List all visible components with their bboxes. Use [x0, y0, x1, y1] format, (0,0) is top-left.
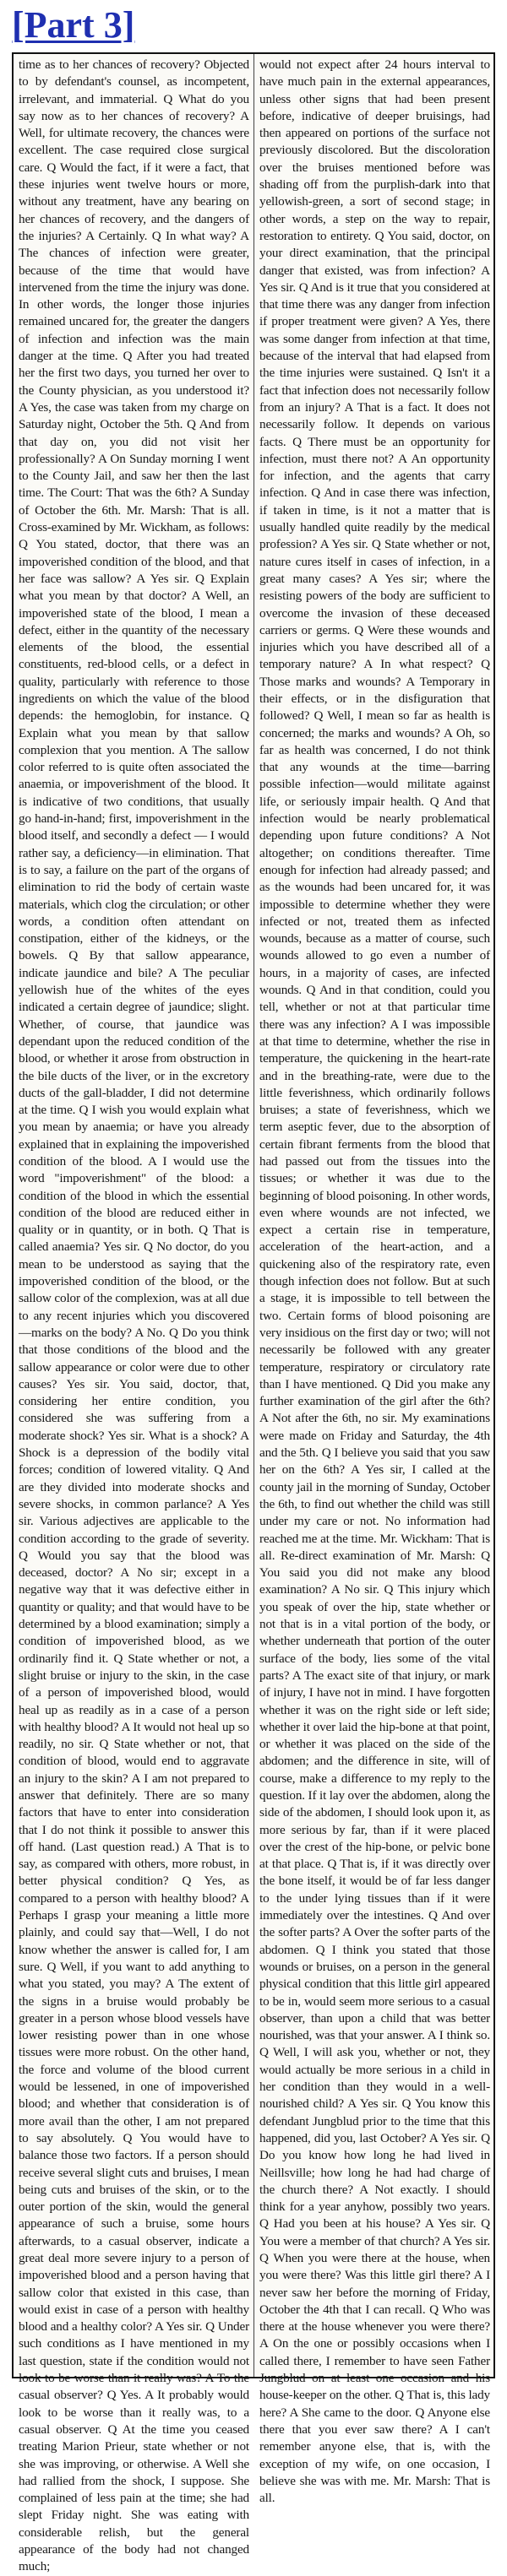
page-header	[0, 0, 507, 49]
right-column	[259, 57, 490, 2506]
newspaper-page	[12, 52, 495, 2574]
left-column-text: time as to her chances of recovery? Objected to by defendant's counsel, as incompetent, irrelevant, and immaterial. Q What do you say now as to her chances of recovery? A Well, for ultimate recovery, the chances were excellent. The case required close surgical care. Q Would the fact, if it were a fact, that these injuries went twelve hours or more, without any treatment, have any bearing on her chances of recovery, and the dangers of the injuries? A Certainly. Q In what way? A The chances of infection were greater, because of the time that would have intervened from the time the injury was done. In other words, the longer those injuries remained uncared for, the greater the dangers of infection and infection was the main danger at the time. Q After you had treated her the first two days, you turned her over to the County physician, as you understood it? A Yes, the case was taken from my charge on Saturday night, October the 5th. Q And from that day on, you did not visit her professionally? A On Sunday morning I went to the County Jail, and saw her then the last time. The Court: That was the 6th? A Sunday of October the 6th. Mr. Marsh: That is all. Cross-examined by Mr. Wickham, as follows: Q You stated, doctor, that there was an impoverished condition of the blood, and that her face was sallow? A Yes sir. Q Explain what you mean by that doctor? A Well, an impoverished state of the blood, I mean a defect, either in the quantity of the necessary elements of the blood, the essential constituents, red-blood cells, or a defect in quality, particularly with reference to those ingredients on which the value of the blood depends: the hemoglobin, for instance. Q Explain what you mean by that sallow complexion that you mention. A The sallow color referred to is quite often associated the anaemia, or impoverishment of the blood. It is indicative of two conditions, that usually go hand-in-hand; first, impoverishment in the blood itself, and secondly a defect — I would rather say, a deficiency—in elimination. That is to say, a failure on the part of the organs of elimination to rid the body of certain waste materials, which clog the circulation; or other words, a condition often attendant on constipation, either of the kidneys, or the bowels. Q By that sallow appearance, indicate jaundice and bile? A The peculiar yellowish hue of the whites of the eyes indicated a certain degree of jaundice; slight. Whether, of course, that jaundice was dependant upon the reduced condition of the blood, or whether it arose from obstruction in the bile ducts of the liver, or in the excretory ducts of the gall-bladder, I did not determine at the time. Q I wish you would explain what you mean by anaemia; or have you already explained that in explaining the impoverished condition of the blood. A I would use the word "impoverishment" of the blood: a condition of the blood in which the essential condition of the blood are reduced either in quality or in quantity, or in both. Q That is called anaemia? Yes sir. Q No doctor, do you mean to be understood as saying that the impoverished condition of the blood, or the sallow color of the complexion, was at all due to any recent injuries which you discovered—marks on the body? A No. Q Do you think that those conditions of the blood and the sallow appearance or color were due to other causes? Yes sir. You said, doctor, that, considering her entire condition, you considered she was suffering from a moderate shock? Yes sir. What is a shock? A Shock is a depression of the bodily vital forces; condition of lowered vitality. Q And are they divided into moderate shocks and severe shocks, in common parlance? A Yes sir. Various adjectives are applicable to the condition according to the grade of severity. Q Would you say that the blood was deceased, doctor? A No sir; except in a negative way that it was defective either in quantity or quality; and that would have to be determined by a blood examination; simply a condition of impoverished blood, as we ordinarily find it. Q State whether or not, a slight bruise or injury to the skin, in the case of a person of impoverished blood, would heal up as readily as in a case of a person with healthy blood? A It would not heal up so readily, no sir. Q State whether or not, that condition of blood, would end to aggravate an injury to the skin? A I am not prepared to answer that definitely. There are so many factors that have to enter into consideration that I do not think it possible to answer this off hand. (Last question read.) A That is to say, as compared with others, more robust, in better physical condition? Q Yes, as compared to a person with healthy blood? A Perhaps I grasp your meaning a little more plainly, and could say that—Well, I do not know whether the answer is called for, I am sure. Q Well, if you want to add anything to what you stated, you may? A The extent of the signs in a bruise would probably be greater in a person whose blood vessels have lower resisting power than in one whose tissues were more robust. On the other hand, the force and volume of the blood current would be lessened, in one of impoverished blood; and whether that consideration is of more avail than the other, I am not prepared to say absolutely. Q You would have to balance those two factors. If a person should receive several slight cuts and bruises, I mean being cuts and bruises of the skin, or to the outer portion of the skin, would the general appearance of such a bruise, some hours afterwards, to a casual observer, indicate a great deal more severe injury to a person of impoverished blood and a person having that sallow color that existed in this case, than would exist in case of a person with healthy blood and a healthy color? A Yes sir. Q Under such conditions as I have mentioned in my last question, state if the condition would not look to be worse than it really was? A To the casual observer? Q Yes. A It probably would look to be worse than it really was, to a casual observer. Q At the time you ceased treating Marion Prieur, state whether or not she was improving, or otherwise. A Well she had rallied from the shock, I suppose. She complained of less pain at the time; she had slept Friday night. She was eating with considerable relish, but the general appearance of the body had not changed much;	[19, 57, 249, 2574]
left-column	[19, 57, 249, 2574]
right-column-text: would not expect after 24 hours interval to have much pain in the external appearances, unless other signs that had been present before, indicative of deeper bruisings, had then appeared on portions of the surface not previously discolored. But the discoloration over the bruises mentioned before was shading off from the purplish-dark into that yellowish-green, a sort of second stage; in other words, a step on the way to repair, restoration to entirety. Q You said, doctor, on your direct examination, that the principal danger that existed, was from infection? A Yes sir. Q And is it true that you considered at that time there was any danger from infection if proper treatment were given? A Yes, there was some danger from infection at that time, because of the interval that had elapsed from the time injuries were sustained. Q Isn't it a fact that infection does not necessarily follow from an injury? A That is a fact. It does not necessarily follow. It depends on various facts. Q There must be an opportunity for infection, must there not? A An opportunity for infection, and the agents that carry infection. Q And in case there was infection, if taken in time, is it not a matter that is usually handled quite readily by the medical profession? A Yes sir. Q State whether or not, nature cures itself in cases of infection, in a great many cases? A Yes sir; where the resisting powers of the body are sufficient to overcome the invasion of these deceased carriers or germs. Q Were these wounds and injuries which you have described all of a temporary nature? A In what respect? Q Those marks and wounds? A Temporary in their effects, or in the disfiguration that followed? Q Well, I mean so far as health is concerned; the marks and wounds? A Oh, so far as health was concerned, I do not think that any wounds at the time—barring possible infection—would militate against life, or seriously impair health. Q And that infection would be nearly problematical depending upon future conditions? A Not altogether; on conditions thereafter. Time enough for infection had already passed; and as the wounds had been uncared for, it was impossible to determine whether they were infected or not, treated them as infected wounds, because as a matter of course, such wounds allowed to go even a number of hours, in a majority of cases, are infected wounds. Q And in that condition, could you tell, whether or not at that particular time there was any infection? A I was impossible at that time to determine, whether the rise in temperature, the quickening in the heart-rate and in the breathing-rate, were due to the little feverishness, which ordinarily follows bruises; a state of feverishness, which we term aseptic fever, due to the absorption of certain fibrant ferments from the blood that had passed out from the tissues into the tissues; or whether it was due to the beginning of blood poisoning. In other words, even where wounds are not infected, we expect a certain rise in temperature, acceleration of the heart-action, and a quickening also of the respiratory rate, even though infection does not follow. But at such a stage, it is impossible to tell between the two. Certain forms of blood poisoning are very insidious on the first day or two; will not necessarily be followed with any greater temperature, respiratory or circulatory rate than I have mentioned. Q Did you make any further examination of the girl after the 6th? A Not after the 6th, no sir. My examinations were made on Friday and Saturday, the 4th and the 5th. Q I believe you said that you saw her on the 6th? A Yes sir, I called at the county jail in the morning of Sunday, October the 6th, to find out whether the child was still under my care or not. No information had reached me at the time. Mr. Wickham: That is all. Re-direct examination of Mr. Marsh: Q You said you did not make any blood examination? A No sir. Q This injury which you speak of over the hip, state whether or not that is in a vital portion of the body, or whether underneath that portion of the outer surface of the body, lies some of the vital parts? A The exact site of that injury, or mark of injury, I have not in mind. I have forgotten whether it was on the right side or left side; whether it over laid the hip-bone at that point, or whether it was placed on the side of the abdomen; and the difference in site, will of course, make a difference to my reply to the question. If it lay over the abdomen, along the side of the abdomen, I should look upon it, as more serious by far, than if it were placed over the crest of the hip-bone, or pelvic bone at that place. Q That is, if it was directly over the bone itself, it would be of far less danger to the under lying tissues than if it were immediately over the intestines. Q And over the softer parts? A Over the softer parts of the abdomen. Q I think you stated that those wounds or bruises, on a person in the general physical condition that this little girl appeared to be in, would seem more serious to a casual observer, than upon a child that was better nourished, was that your answer. A I think so. Q Well, I will ask you, whether or not, they would actually be more serious in a child in her condition than they would in a well-nourished child? A Yes sir. Q You know this defendant Jungblud prior to the time that this happened, did you, last October? A Yes sir. Q Do you know how long he had lived in Neillsville; how long he had had charge of the church there? A Not exactly. I should think for a year anyhow, possibly two years. Q Had you been at his house? A Yes sir. Q You were a member of that church? A Yes sir. Q When you were there at the house, when you were there? Was this little girl there? A I never saw her before the morning of Friday, October the 4th that I can recall. Q Who was there at the house whenever you were there? A On the one or possibly occasions when I called there, I remember to have seen Father Jungblud on at least one occasion and his house-keeper on the other. Q That is, this lady here? A She came to the door. Q Anyone else there that you ever saw there? A I can't remember anyone else, that is, with the exception of my wife, on one occasion, I believe she was with me. Mr. Marsh: That is all.	[259, 57, 490, 2506]
part-3-link[interactable]: [Part 3]	[12, 4, 135, 46]
